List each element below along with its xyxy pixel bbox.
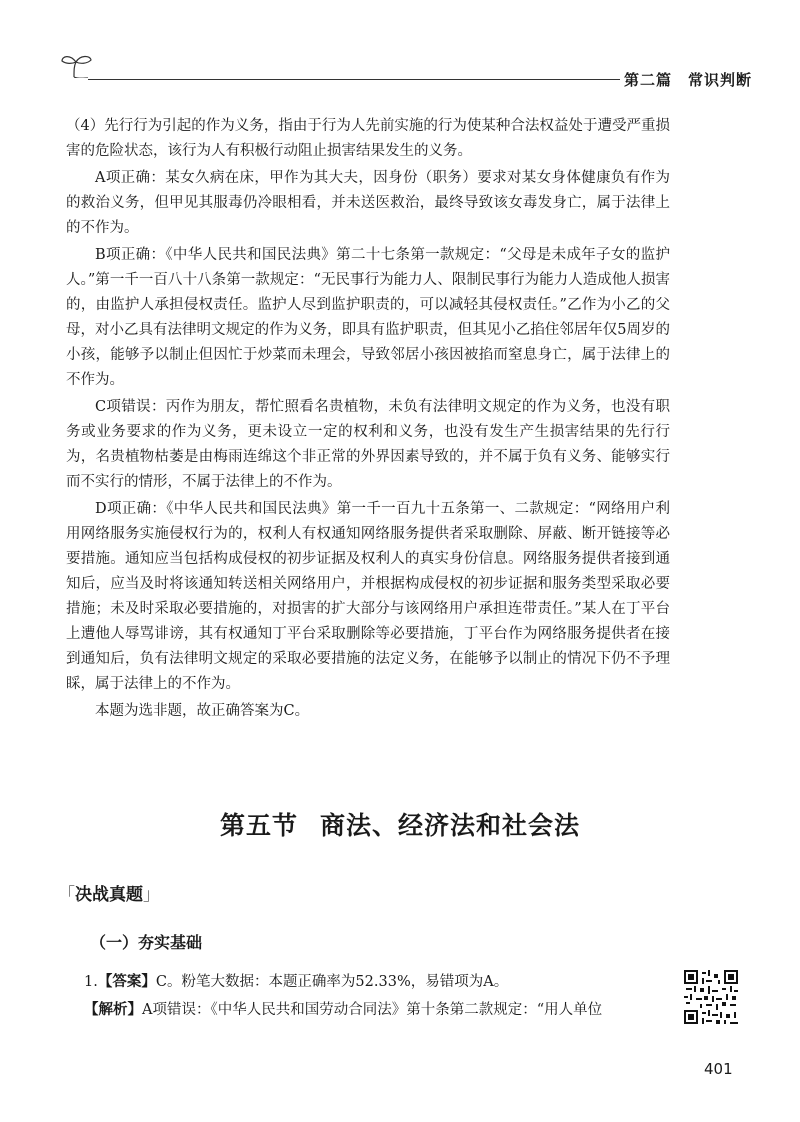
body-text xyxy=(66,114,670,726)
analysis-label: 【解析】 xyxy=(84,1002,142,1018)
header-rule xyxy=(88,79,620,80)
answer-block xyxy=(84,968,674,1024)
answer-label: 【答案】 xyxy=(97,974,156,990)
tag-text: 决战真题 xyxy=(75,885,143,905)
running-title: 第二篇 常识判断 xyxy=(624,71,753,89)
section-name: 商法、经济法和社会法 xyxy=(320,811,581,840)
answer-text: C。粉笔大数据：本题正确率为52.33%，易错项为A。 xyxy=(155,974,509,990)
paragraph-option-b: B项正确：《中华人民共和国民法典》第二十七条第一款规定：“父母是未成年子女的监护人。”第一千一百八十八条第一款规定：“无民事行为能力人、限制民事行为能力人造成他人损害的，由监护人承担侵权责任。监护人尽到监护职责的，可以减轻其侵权责任。”乙作为小乙的父母，对小乙具有法律明文规定的作为义务，即具有监护职责，但其见小乙掐住邻居年仅5周岁的小孩，能够予以制止但因忙于炒菜而未理会，导致邻居小孩因被掐而窒息身亡，属于法律上的不作为。 xyxy=(66,247,670,388)
answer-line xyxy=(84,968,674,996)
paragraph-option-c: C项错误：丙作为朋友，帮忙照看名贵植物，未负有法律明文规定的作为义务，也没有职务或业务要求的作为义务，更未设立一定的权利和义务，也没有发生产生损害结果的先行行为，名贵植物枯萎是由梅雨连绵这个非正常的外界因素导致的，并不属于负有义务、能够实行而不实行的情形，不属于法律上的不作为。 xyxy=(66,399,670,490)
qr-code-icon[interactable] xyxy=(684,970,738,1024)
question-number: 1. xyxy=(84,974,98,990)
paragraph-option-d: D项正确：《中华人民共和国民法典》第一千一百九十五条第一、二款规定：“网络用户利用网络服务实施侵权行为的，权利人有权通知网络服务提供者采取删除、屏蔽、断开链接等必要措施。通知应当包括构成侵权的初步证据及权利人的真实身份信息。网络服务提供者接到通知后，应当及时将该通知转送相关网络用户，并根据构成侵权的初步证据和服务类型采取必要措施；未及时采取必要措施的，对损害的扩大部分与该网络用户承担连带责任。”某人在丁平台上遭他人辱骂诽谤，其有权通知丁平台采取删除等必要措施，丁平台作为网络服务提供者在接到通知后，负有法律明文规定的采取必要措施的法定义务，在能够予以制止的情况下仍不予理睬，属于法律上的不作为。 xyxy=(66,501,670,692)
analysis-line xyxy=(84,996,674,1024)
tag-open-bracket: 「 xyxy=(58,885,75,905)
subheading: （一）夯实基础 xyxy=(90,933,203,952)
paragraph-prior-conduct: （4）先行行为引起的作为义务，指由于行为人先前实施的行为使某种合法权益处于遭受严重损害的危险状态，该行为人有积极行动阻止损害结果发生的义务。 xyxy=(66,118,670,159)
tag-close-bracket: 」 xyxy=(143,885,160,905)
sprout-icon xyxy=(60,52,94,78)
exam-tag xyxy=(58,880,160,905)
section-number: 第五节 xyxy=(219,811,298,840)
paragraph-conclusion: 本题为选非题，故正确答案为C。 xyxy=(95,703,310,719)
section-title xyxy=(0,806,800,842)
page-number: 401 xyxy=(704,1060,733,1078)
analysis-text: A项错误：《中华人民共和国劳动合同法》第十条第二款规定：“用人单位 xyxy=(142,1002,603,1018)
paragraph-option-a: A项正确：某女久病在床，甲作为其大夫，因身份（职务）要求对某女身体健康负有作为的救治义务，但甲见其服毒仍冷眼相看，并未送医救治，最终导致该女毒发身亡，属于法律上的不作为。 xyxy=(66,170,670,236)
